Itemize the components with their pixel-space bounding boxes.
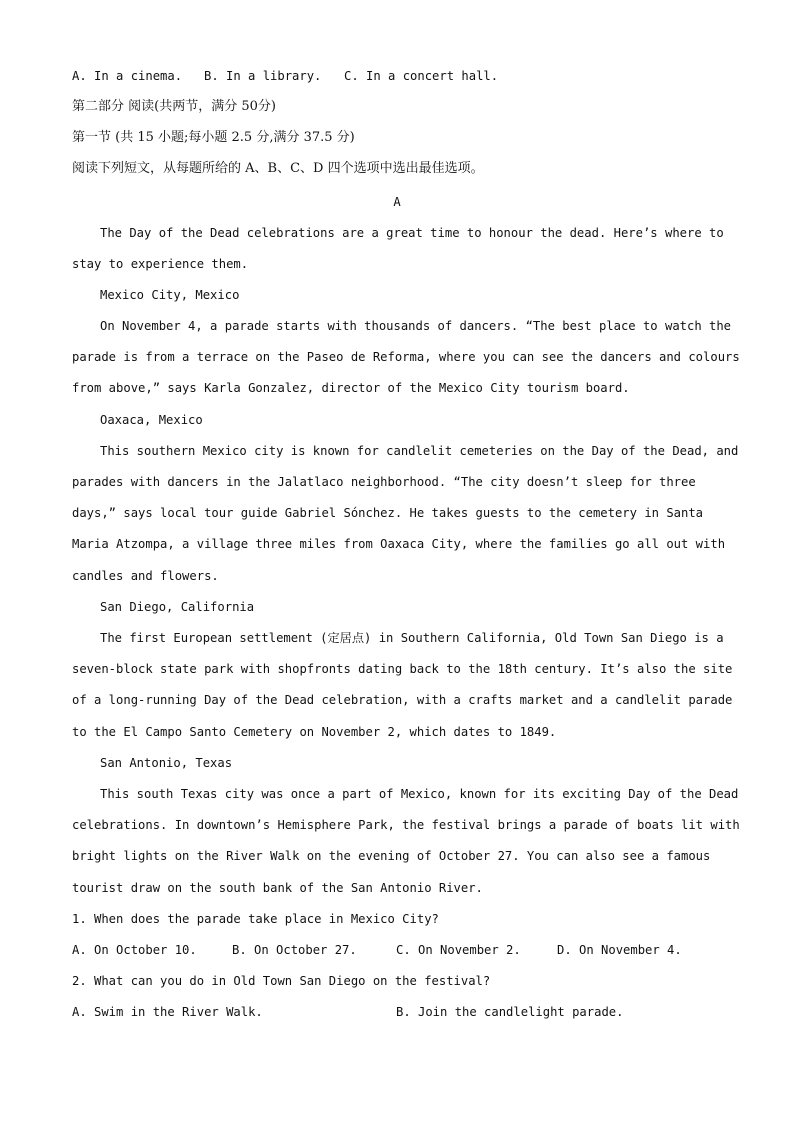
paragraph-line: parades with dancers in the Jalatlaco neighborhood. “The city doesn’t sleep for three xyxy=(72,475,696,489)
question-option: A. On October 10. xyxy=(72,943,197,957)
paragraph-line: of a long-running Day of the Dead celebration, with a crafts market and a candlelit parade xyxy=(72,693,733,707)
section-title: 第一节 (共 15 小题;每小题 2.5 分,满分 37.5 分) xyxy=(72,130,355,145)
paragraph-line: tourist draw on the south bank of the San Antonio River. xyxy=(72,881,483,895)
question-stem: 2. What can you do in Old Town San Diego on the festival? xyxy=(72,974,491,988)
question-option: B. On October 27. xyxy=(232,943,357,957)
intro-line: stay to experience them. xyxy=(72,257,249,271)
paragraph-line: seven-block state park with shopfronts dating back to the 18th century. It’s also the site xyxy=(72,662,733,676)
place-heading: Oaxaca, Mexico xyxy=(100,413,203,427)
paragraph-line: candles and flowers. xyxy=(72,569,219,583)
part-title: 第二部分 阅读(共两节，满分 50分) xyxy=(72,99,276,114)
option-c: C. In a concert hall. xyxy=(344,69,499,83)
question-stem: 1. When does the parade take place in Mexico City? xyxy=(72,912,439,926)
paragraph-line: Maria Atzompa, a village three miles from Oaxaca City, where the families go all out with xyxy=(72,537,726,551)
paragraph-line: parade is from a terrace on the Paseo de Reforma, where you can see the dancers and colours xyxy=(72,350,740,364)
paragraph-line: from above,” says Karla Gonzalez, director of the Mexico City tourism board. xyxy=(72,381,630,395)
question-option: C. On November 2. xyxy=(396,943,521,957)
paragraph-line: bright lights on the River Walk on the evening of October 27. You can also see a famous xyxy=(72,849,711,863)
question-option: D. On November 4. xyxy=(557,943,682,957)
place-heading: San Diego, California xyxy=(100,600,255,614)
paragraph-line: The first European settlement (定居点) in Southern California, Old Town San Diego is a xyxy=(100,631,724,645)
paragraph-line: On November 4, a parade starts with thousands of dancers. “The best place to watch the xyxy=(100,319,732,333)
paragraph-line: This south Texas city was once a part of Mexico, known for its exciting Day of the Dead xyxy=(100,787,739,801)
passage-label: A xyxy=(393,195,401,209)
paragraph-line: This southern Mexico city is known for candlelit cemeteries on the Day of the Dead, and xyxy=(100,444,739,458)
intro-line: The Day of the Dead celebrations are a great time to honour the dead. Here’s where to xyxy=(100,226,724,240)
option-b: B. In a library. xyxy=(204,69,322,83)
option-a: A. In a cinema. xyxy=(72,69,183,83)
place-heading: Mexico City, Mexico xyxy=(100,288,240,302)
paragraph-line: celebrations. In downtown’s Hemisphere Park, the festival brings a parade of boats lit with xyxy=(72,818,740,832)
question-option: A. Swim in the River Walk. xyxy=(72,1005,263,1019)
place-heading: San Antonio, Texas xyxy=(100,756,233,770)
instructions: 阅读下列短文，从每题所给的 A、B、C、D 四个选项中选出最佳选项。 xyxy=(72,161,484,176)
paragraph-line: to the El Campo Santo Cemetery on November 2, which dates to 1849. xyxy=(72,725,557,739)
question-option: B. Join the candlelight parade. xyxy=(396,1005,624,1019)
paragraph-line: days,” says local tour guide Gabriel Sónchez. He takes guests to the cemetery in Santa xyxy=(72,506,704,520)
